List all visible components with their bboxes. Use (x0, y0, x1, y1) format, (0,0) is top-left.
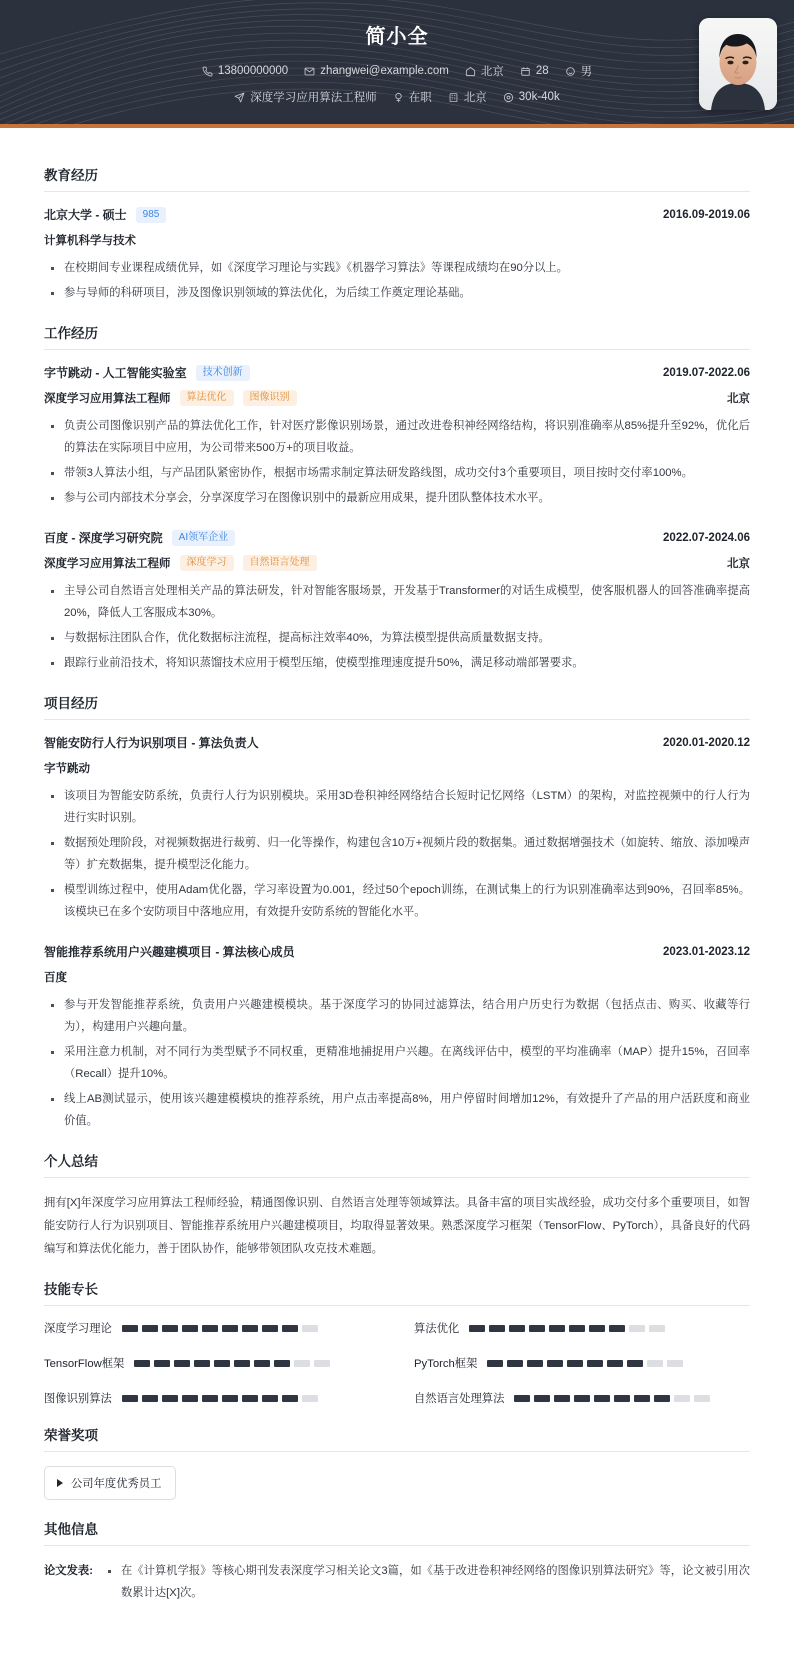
avatar (699, 18, 777, 110)
resume-body (0, 128, 794, 1638)
work-entry (44, 529, 750, 674)
skill-segment (674, 1395, 690, 1402)
skill-segment (569, 1325, 585, 1332)
candidate-name: 简小全 (365, 26, 429, 48)
work-company: 字节跳动 - 人工智能实验室 (44, 366, 187, 381)
section-summary (44, 1150, 750, 1260)
skill-segment (514, 1395, 530, 1402)
list-item: 模型训练过程中，使用Adam优化器，学习率设置为0.001，经过50个epoch训练，在测试集上的行为识别准确率达到90%，召回率85%。该模块已在多个安防项目中落地应用，有效提升安防系统的智能化水平。 (44, 879, 750, 923)
skill-segment (534, 1395, 550, 1402)
project-date: 2020.01-2020.12 (663, 736, 750, 749)
section-title-honors: 荣誉奖项 (44, 1428, 98, 1444)
skill-segment (607, 1360, 623, 1367)
skill-segment (302, 1395, 318, 1402)
work-company-tag: 技术创新 (196, 365, 250, 381)
contact-phone-text: 13800000000 (217, 65, 289, 77)
section-title-other: 其他信息 (44, 1522, 98, 1538)
skill-segment (254, 1360, 270, 1367)
skill-segment (134, 1360, 150, 1367)
section-title-work: 工作经历 (44, 326, 98, 342)
play-triangle-icon (57, 1479, 63, 1487)
skill-segment (262, 1325, 278, 1332)
skill-segment (529, 1325, 545, 1332)
honor-chip[interactable] (44, 1466, 176, 1500)
skill-label: PyTorch框架 (414, 1358, 478, 1371)
other-info-row (44, 1560, 750, 1604)
skill-segment (294, 1360, 310, 1367)
gender-icon (565, 66, 576, 77)
contact-phone (202, 65, 288, 77)
skill-segment (214, 1360, 230, 1367)
divider (44, 719, 750, 720)
job-city-text: 北京 (463, 92, 487, 104)
work-company: 百度 - 深度学习研究院 (44, 531, 163, 546)
skill-segment (262, 1395, 278, 1402)
job-salary (503, 91, 560, 103)
summary-text: 拥有[X]年深度学习应用算法工程师经验，精通图像识别、自然语言处理等领域算法。具备丰富的项目实战经验，成功交付多个重要项目，如智能安防行人行为识别项目、智能推荐系统用户兴趣建模项目，均取得显著效果。熟悉深度学习框架（TensorFlow、PyTorch），具备良好的代码编写和算法优化能力，善于团队协作，能够带领团队攻克技术难题。 (44, 1197, 750, 1255)
other-bullets (101, 1560, 750, 1604)
skill-rating-bar (134, 1360, 330, 1367)
skill-segment (162, 1325, 178, 1332)
status-icon (393, 92, 404, 103)
skill-segment (614, 1395, 630, 1402)
skill-segment (302, 1325, 318, 1332)
skill-item (44, 1320, 380, 1336)
skill-segment (587, 1360, 603, 1367)
skill-rating-bar (122, 1325, 318, 1332)
skill-item (44, 1355, 380, 1371)
project-entry (44, 943, 750, 1132)
education-bullets (44, 257, 750, 304)
project-date: 2023.01-2023.12 (663, 945, 750, 958)
list-item: 参与开发智能推荐系统，负责用户兴趣建模模块。基于深度学习的协同过滤算法，结合用户历史行为数据（包括点击、购买、收藏等行为），构建用户兴趣向量。 (44, 994, 750, 1038)
work-role-tag: 图像识别 (243, 390, 297, 406)
skill-rating-bar (122, 1395, 318, 1402)
work-date: 2019.07-2022.06 (663, 366, 750, 379)
skill-segment (162, 1395, 178, 1402)
phone-icon (202, 66, 213, 77)
skill-segment (142, 1325, 158, 1332)
skill-segment (469, 1325, 485, 1332)
skill-segment (202, 1395, 218, 1402)
skill-segment (507, 1360, 523, 1367)
divider (44, 191, 750, 192)
skill-segment (282, 1325, 298, 1332)
job-title (234, 89, 377, 105)
project-bullets (44, 785, 750, 923)
skill-segment (487, 1360, 503, 1367)
section-title-summary: 个人总结 (44, 1154, 98, 1170)
skill-segment (509, 1325, 525, 1332)
calendar-icon (520, 66, 531, 77)
skill-segment (194, 1360, 210, 1367)
skills-grid (44, 1320, 750, 1406)
divider (44, 1305, 750, 1306)
resume-header (0, 0, 794, 128)
education-major: 计算机科学与技术 (44, 235, 136, 247)
skill-rating-bar (514, 1395, 710, 1402)
skill-segment (182, 1395, 198, 1402)
other-info-body (101, 1560, 750, 1604)
divider (44, 1451, 750, 1452)
skill-segment (554, 1395, 570, 1402)
section-other (44, 1518, 750, 1604)
skill-item (414, 1320, 750, 1336)
project-bullets (44, 994, 750, 1132)
divider (44, 349, 750, 350)
list-item: 负责公司图像识别产品的算法优化工作，针对医疗影像识别场景，通过改进卷积神经网络结构，将识别准确率从85%提升至92%，优化后的算法在实际项目中应用，为公司带来500万+的项目收益。 (44, 415, 750, 459)
skill-rating-bar (487, 1360, 683, 1367)
skill-segment (182, 1325, 198, 1332)
job-status (393, 89, 432, 105)
contact-age (520, 65, 549, 77)
work-entry (44, 364, 750, 509)
skill-segment (154, 1360, 170, 1367)
project-entry (44, 734, 750, 923)
work-role: 深度学习应用算法工程师 (44, 393, 171, 406)
project-header-row (44, 734, 750, 751)
skill-segment (549, 1325, 565, 1332)
contact-line (202, 63, 592, 79)
skill-segment (489, 1325, 505, 1332)
skill-segment (234, 1360, 250, 1367)
section-title-skills: 技能专长 (44, 1282, 98, 1298)
list-item: 与数据标注团队合作，优化数据标注流程，提高标注效率40%，为算法模型提供高质量数据支持。 (44, 627, 750, 649)
skill-item (44, 1390, 380, 1406)
work-role-tag: 自然语言处理 (243, 555, 317, 571)
list-item: 在《计算机学报》等核心期刊发表深度学习相关论文3篇，如《基于改进卷积神经网络的图像识别算法研究》等，论文被引用次数累计达[X]次。 (101, 1560, 750, 1604)
project-header-row (44, 943, 750, 960)
divider (44, 1545, 750, 1546)
education-tag: 985 (136, 207, 167, 223)
skill-segment (174, 1360, 190, 1367)
skill-segment (527, 1360, 543, 1367)
work-role-tag: 深度学习 (180, 555, 234, 571)
skill-segment (122, 1395, 138, 1402)
skill-segment (222, 1325, 238, 1332)
work-location: 北京 (727, 393, 750, 406)
skill-segment (274, 1360, 290, 1367)
job-line (234, 89, 559, 105)
work-role: 深度学习应用算法工程师 (44, 558, 171, 571)
skill-segment (282, 1395, 298, 1402)
section-work (44, 322, 750, 674)
list-item: 采用注意力机制，对不同行为类型赋予不同权重，更精准地捕捉用户兴趣。在离线评估中，模型的平均准确率（MAP）提升15%，召回率（Recall）提升10%。 (44, 1041, 750, 1085)
list-item: 数据预处理阶段，对视频数据进行裁剪、归一化等操作，构建包含10万+视频片段的数据集。通过数据增强技术（如旋转、缩放、添加噪声等）扩充数据集，提升模型泛化能力。 (44, 832, 750, 876)
work-company-group (44, 364, 250, 381)
other-info-label: 论文发表: (44, 1565, 93, 1578)
skill-label: TensorFlow框架 (44, 1358, 125, 1371)
skill-segment (634, 1395, 650, 1402)
section-projects (44, 692, 750, 1132)
skill-label: 算法优化 (414, 1323, 460, 1336)
work-location: 北京 (727, 558, 750, 571)
work-role-group (44, 390, 297, 406)
list-item: 在校期间专业课程成绩优异，如《深度学习理论与实践》《机器学习算法》等课程成绩均在90分以上。 (44, 257, 750, 279)
skill-rating-bar (469, 1325, 665, 1332)
education-date: 2016.09-2019.06 (663, 208, 750, 221)
skill-segment (667, 1360, 683, 1367)
section-title-education: 教育经历 (44, 168, 98, 183)
header-content (0, 0, 794, 124)
honor-label: 公司年度优秀员工 (71, 1478, 162, 1491)
honors-list (44, 1466, 750, 1500)
work-company-row (44, 364, 750, 381)
list-item: 主导公司自然语言处理相关产品的算法研发，针对智能客服场景，开发基于Transformer的对话生成模型，使客服机器人的回答准确率提高20%，降低人工客服成本30%。 (44, 580, 750, 624)
contact-gender-text: 男 (580, 66, 593, 78)
skill-segment (567, 1360, 583, 1367)
skill-item (414, 1390, 750, 1406)
skill-segment (222, 1395, 238, 1402)
skill-item (414, 1355, 750, 1371)
work-role-group (44, 555, 317, 571)
skill-segment (547, 1360, 563, 1367)
divider (44, 1177, 750, 1178)
skill-label: 自然语言处理算法 (414, 1393, 505, 1406)
skill-segment (122, 1325, 138, 1332)
skill-segment (574, 1395, 590, 1402)
skill-segment (609, 1325, 625, 1332)
contact-age-text: 28 (535, 65, 549, 77)
skill-segment (654, 1395, 670, 1402)
work-role-row (44, 555, 750, 571)
section-title-projects: 项目经历 (44, 696, 98, 712)
skill-segment (594, 1395, 610, 1402)
list-item: 参与导师的科研项目，涉及图像识别领域的算法优化，为后续工作奠定理论基础。 (44, 282, 750, 304)
skill-segment (589, 1325, 605, 1332)
skill-label: 深度学习理论 (44, 1323, 112, 1336)
home-icon (465, 66, 476, 77)
contact-hometown (465, 63, 504, 79)
job-title-text: 深度学习应用算法工程师 (250, 92, 377, 104)
work-role-tag: 算法优化 (180, 390, 234, 406)
project-company: 字节跳动 (44, 763, 90, 776)
salary-icon (503, 92, 514, 103)
skill-segment (647, 1360, 663, 1367)
skill-segment (649, 1325, 665, 1332)
section-honors (44, 1424, 750, 1500)
avatar-photo (699, 18, 777, 110)
project-name: 智能推荐系统用户兴趣建模项目 - 算法核心成员 (44, 945, 295, 960)
skill-segment (142, 1395, 158, 1402)
skill-segment (694, 1395, 710, 1402)
list-item: 该项目为智能安防系统，负责行人行为识别模块。采用3D卷积神经网络结合长短时记忆网络（LSTM）的架构，对监控视频中的行人行为进行实时识别。 (44, 785, 750, 829)
list-item: 跟踪行业前沿技术，将知识蒸馏技术应用于模型压缩，使模型推理速度提升50%，满足移动端部署要求。 (44, 652, 750, 674)
work-date: 2022.07-2024.06 (663, 531, 750, 544)
job-status-text: 在职 (408, 92, 432, 104)
education-school-group (44, 206, 166, 223)
skill-label: 图像识别算法 (44, 1393, 112, 1406)
send-icon (234, 92, 245, 103)
education-entry (44, 206, 750, 304)
list-item: 线上AB测试显示，使用该兴趣建模模块的推荐系统，用户点击率提高8%，用户停留时间增加12%，有效提升了产品的用户活跃度和商业价值。 (44, 1088, 750, 1132)
work-bullets (44, 580, 750, 674)
skill-segment (242, 1325, 258, 1332)
mail-icon (304, 66, 315, 77)
skill-segment (627, 1360, 643, 1367)
list-item: 参与公司内部技术分享会，分享深度学习在图像识别中的最新应用成果，提升团队整体技术水平。 (44, 487, 750, 509)
contact-hometown-text: 北京 (480, 66, 504, 78)
job-city (448, 89, 487, 105)
job-salary-text: 30k-40k (518, 91, 560, 103)
section-education (44, 164, 750, 304)
contact-gender (565, 63, 593, 79)
project-company: 百度 (44, 972, 67, 985)
education-school: 北京大学 - 硕士 (44, 208, 127, 222)
project-name: 智能安防行人行为识别项目 - 算法负责人 (44, 736, 259, 751)
work-company-row (44, 529, 750, 546)
list-item: 带领3人算法小组，与产品团队紧密协作，根据市场需求制定算法研发路线图，成功交付3个重要项目，项目按时交付率100%。 (44, 462, 750, 484)
building-icon (448, 92, 459, 103)
skill-segment (202, 1325, 218, 1332)
section-skills (44, 1278, 750, 1406)
contact-email (304, 65, 449, 77)
work-bullets (44, 415, 750, 509)
work-company-tag: AI领军企业 (172, 530, 235, 546)
skill-segment (629, 1325, 645, 1332)
skill-segment (314, 1360, 330, 1367)
work-company-group (44, 529, 235, 546)
skill-segment (242, 1395, 258, 1402)
education-header-row (44, 206, 750, 223)
contact-email-text: zhangwei@example.com (320, 65, 449, 77)
work-role-row (44, 390, 750, 406)
